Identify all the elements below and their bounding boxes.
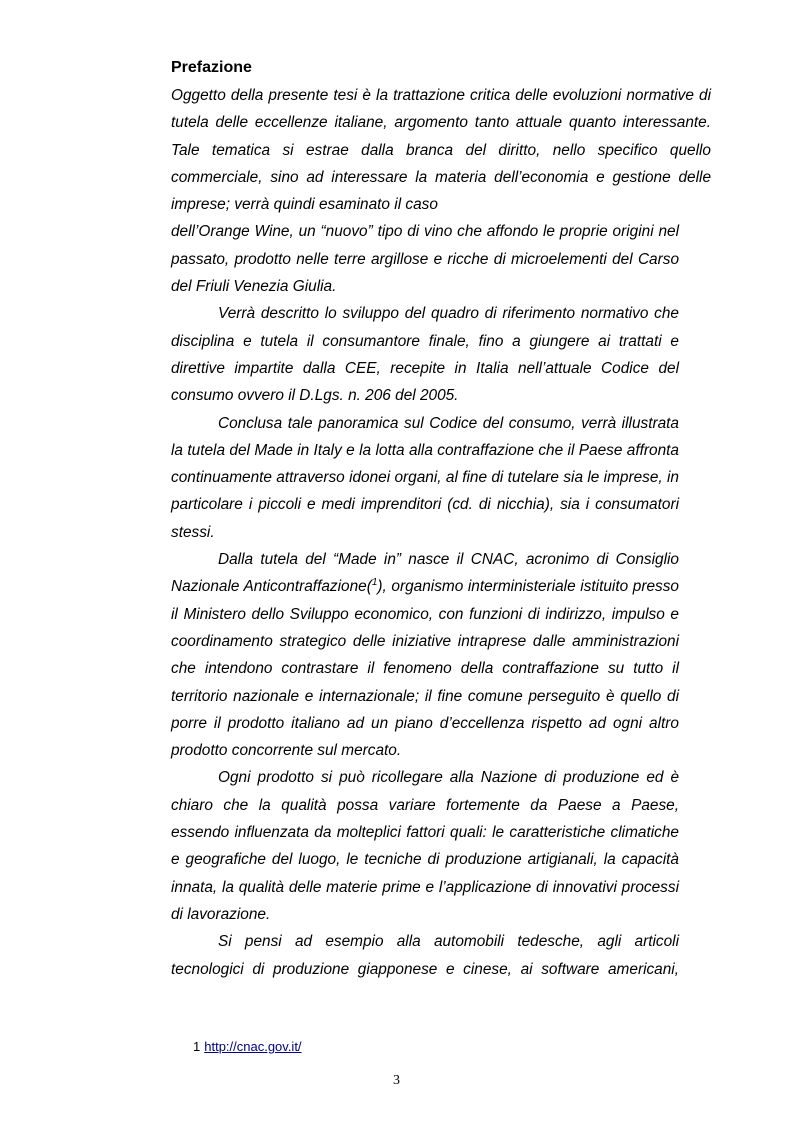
- paragraph-orange-wine: dell’Orange Wine, un “nuovo” tipo di vino che affondo le proprie origini nel passato, prodotto nelle terre argillose e ricche di microelementi del Carso del Friuli Venezia Giulia.: [171, 223, 679, 296]
- footnote-reference[interactable]: 1: [371, 577, 378, 589]
- body-text: [171, 82, 711, 983]
- paragraph-cnac-text-end: ), organismo interministeriale istituito presso il Ministero dello Sviluppo economico, con funzioni di indirizzo, impulso e coordinamento strategico delle iniziative intraprese dalle amministrazioni che intendono contrastare il fenomeno della contraffazione su tutto il territorio nazionale e internazionale; il fine comune perseguito è quello di porre il prodotto italiano ad un piano d’eccellenza rispetto ad ogni altro prodotto concorrente sul mercato.: [171, 578, 679, 760]
- page-number: 3: [393, 1073, 400, 1088]
- paragraph-cnac-text-start: Dalla tutela del “Made in” nasce il CNAC, acronimo di Consiglio Nazionale Anticontraffazione(: [171, 551, 679, 596]
- footnote: [193, 1038, 302, 1056]
- paragraph-cnac: [171, 546, 679, 764]
- paragraph-examples: Si pensi ad esempio alla automobili tedesche, agli articoli tecnologici di produzione giapponese e cinese, ai software americani,: [171, 933, 679, 978]
- paragraph-made-in-italy: Conclusa tale panoramica sul Codice del consumo, verrà illustrata la tutela del Made in Italy e la lotta alla contraffazione che il Paese affronta continuamente attraverso idonei organi, al fine di tutelare sia le imprese, in particolare i piccoli e medi imprenditori (cd. di nicchia), sia i consumatori stessi.: [171, 414, 679, 541]
- paragraph-regulatory-framework: Verrà descritto lo sviluppo del quadro di riferimento normativo che disciplina e tutela il consumantore finale, fino a giungere ai trattati e direttive impartite dalla CEE, recepite in Italia nell’attuale Codice del consumo ovvero il D.Lgs. n. 206 del 2005.: [171, 305, 679, 405]
- page-heading: Prefazione: [171, 59, 252, 76]
- footnote-link[interactable]: http://cnac.gov.it/: [204, 1039, 302, 1054]
- paragraph-product-quality: Ogni prodotto si può ricollegare alla Nazione di produzione ed è chiaro che la qualità possa variare fortemente da Paese a Paese, essendo influenzata da molteplici fattori quali: le caratteristiche climatiche e geografiche del luogo, le tecniche di produzione artigianali, la capacità innata, la qualità delle materie prime e l’applicazione di innovativi processi di lavorazione.: [171, 769, 679, 923]
- paragraph-intro: Oggetto della presente tesi è la trattazione critica delle evoluzioni normative di tutela delle eccellenze italiane, argomento tanto attuale quanto interessante. Tale tematica si estrae dalla branca del diritto, nello specifico quello commerciale, sino ad interessare la materia dell’economia e gestione delle imprese; verrà quindi esaminato il caso: [171, 87, 711, 214]
- footnote-number: 1: [193, 1039, 201, 1054]
